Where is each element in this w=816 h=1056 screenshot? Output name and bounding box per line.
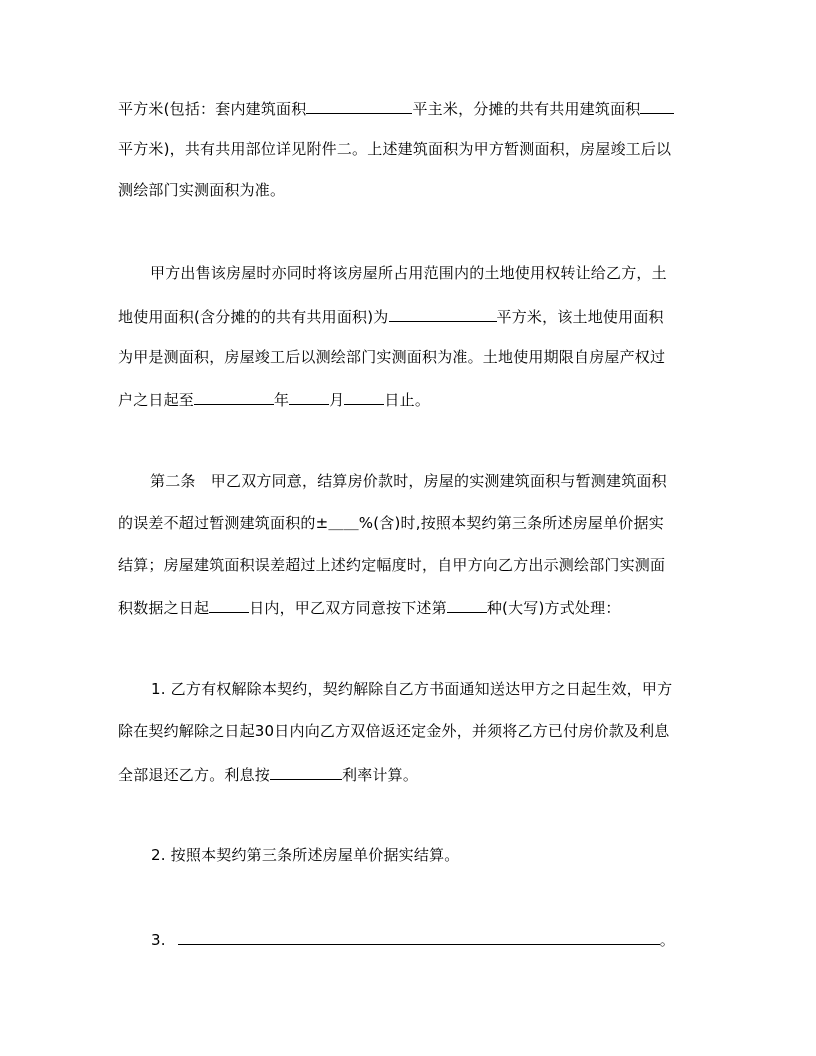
article-2-line-4 [118, 596, 621, 618]
fill-in-blank[interactable] [640, 97, 674, 114]
text: 。 [659, 931, 675, 949]
paragraph-2-line-3: 为甲是测面积，房屋竣工后以测绘部门实测面积为准。土地使用期限自房屋产权过 [118, 348, 666, 366]
item-1-line-1: 1. 乙方有权解除本契约，契约解除自乙方书面通知送达甲方之日起生效，甲方 [151, 680, 673, 698]
text: 日止。 [384, 391, 431, 409]
item-2-line-1: 2. 按照本契约第三条所述房屋单价据实结算。 [151, 846, 460, 864]
day-blank[interactable] [344, 388, 384, 405]
text: 户之日起至 [118, 391, 195, 409]
paragraph-1-line-1 [118, 97, 674, 119]
text: 月 [329, 391, 345, 409]
text: 平方米(包括：套内建筑面积 [118, 100, 307, 118]
text: 平方米，该土地使用面积 [496, 308, 664, 326]
year-blank[interactable] [194, 388, 274, 405]
article-2-line-1: 第二条 甲乙双方同意，结算房价款时，房屋的实测建筑面积与暂测建筑面积 [150, 472, 667, 490]
text: 全部退还乙方。利息按 [118, 766, 271, 784]
option-blank[interactable] [447, 596, 487, 613]
fill-in-blank[interactable] [306, 97, 412, 114]
text: 种(大写)方式处理： [486, 599, 621, 617]
month-blank[interactable] [289, 388, 329, 405]
paragraph-2-line-4 [118, 388, 430, 410]
article-2-line-3: 结算；房屋建筑面积误差超过上述约定幅度时，自甲方向乙方出示测绘部门实测面 [118, 556, 666, 574]
article-2-line-2: 的误差不超过暂测建筑面积的±＿＿%(含)时,按照本契约第三条所述房屋单价据实 [118, 514, 664, 532]
item-3-label: 3. [151, 931, 166, 949]
text: 平主米，分摊的共有共用建筑面积 [412, 100, 641, 118]
fill-in-blank[interactable] [389, 305, 497, 322]
text: 地使用面积(含分摊的的共有共用面积)为 [118, 308, 389, 326]
text: 积数据之日起 [118, 599, 210, 617]
item-1-line-2: 除在契约解除之日起30日内向乙方双倍返还定金外，并须将乙方已付房价款及利息 [118, 722, 670, 740]
paragraph-2-line-1: 甲方出售该房屋时亦同时将该房屋所占用范围内的土地使用权转让给乙方，土 [150, 264, 667, 282]
paragraph-1-line-2: 平方米)，共有共用部位详见附件二。上述建筑面积为甲方暂测面积，房屋竣工后以 [118, 140, 672, 158]
paragraph-2-line-2 [118, 305, 664, 327]
text: 年 [274, 391, 290, 409]
text: 日内，甲乙双方同意按下述第 [249, 599, 447, 617]
interest-rate-blank[interactable] [270, 763, 342, 780]
days-blank[interactable] [209, 596, 249, 613]
text: 利率计算。 [342, 766, 419, 784]
item-3-line-1 [151, 928, 675, 950]
item-3-blank[interactable] [178, 928, 660, 945]
item-1-line-3 [118, 763, 418, 785]
paragraph-1-line-3: 测绘部门实测面积为准。 [118, 181, 286, 199]
